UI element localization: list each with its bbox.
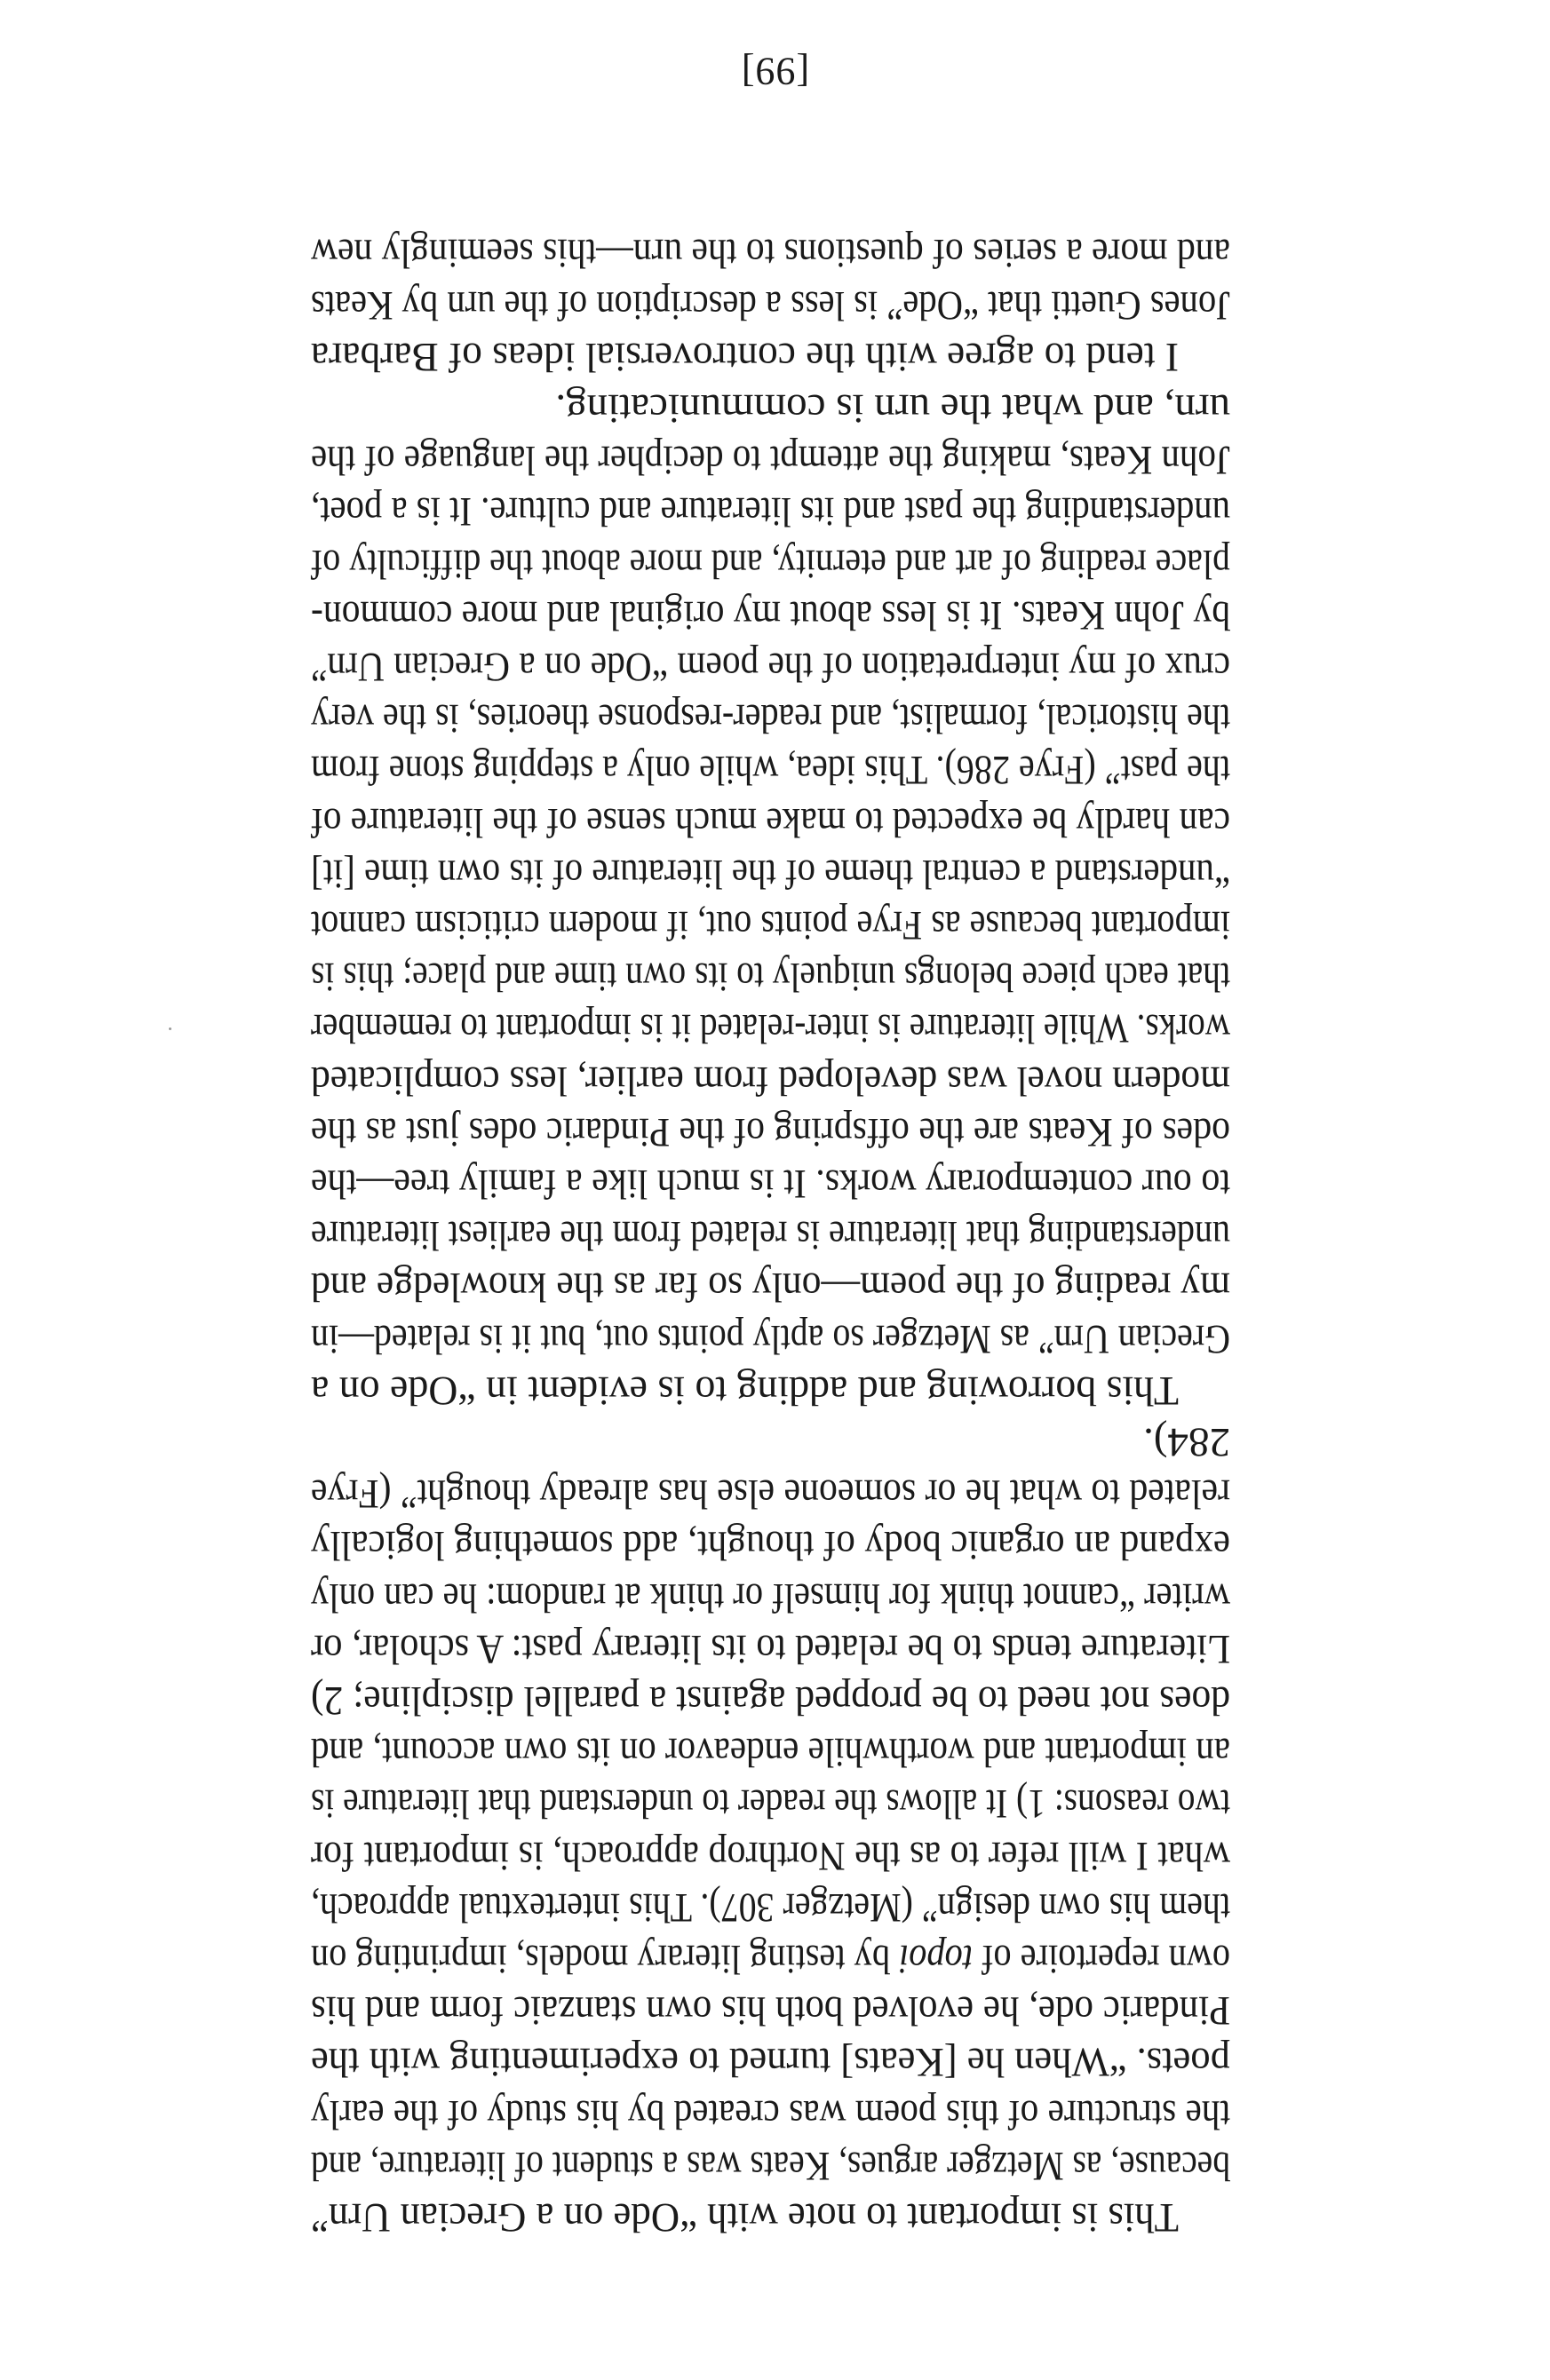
text-line: Jones Guetti that “Ode” is less a description of the urn by Keats bbox=[311, 282, 1230, 329]
text-line: the historical, formalist, and reader-response theories, is the very bbox=[311, 695, 1230, 742]
text-line: that each piece belongs uniquely to its own time and place; this is bbox=[311, 954, 1230, 1001]
text-line: what I will refer to as the Northrop approach, is important for bbox=[311, 1832, 1230, 1879]
text-line: them his own design” (Metzger 307). This intertextual approach, bbox=[311, 1884, 1230, 1931]
text-line: the past” (Frye 286). This idea, while only a stepping stone from bbox=[311, 747, 1230, 794]
text-line: Pindaric ode, he evolved both his own stanzaic form and his bbox=[311, 1987, 1230, 2035]
text-line: important because as Frye points out, if modern criticism cannot bbox=[311, 902, 1230, 948]
text-line: own repertoire of topoi by testing literary models, imprinting on bbox=[311, 1936, 1230, 1982]
text-line: two reasons: 1) It allows the reader to understand that literature is bbox=[311, 1781, 1230, 1828]
text-line: odes of Keats are the offspring of the Pindaric odes just as the bbox=[311, 1108, 1230, 1155]
text-line: “understand a central theme of the literature of its own time [it] bbox=[311, 850, 1230, 897]
text-line: This is important to note with “Ode on a Grecian Urn” bbox=[311, 2194, 1179, 2241]
text-line: I tend to agree with the controversial ideas of Barbara bbox=[311, 333, 1179, 380]
text-line: the structure of this poem was created by his study of the early bbox=[311, 2090, 1230, 2138]
text-line: understanding the past and its literature and culture. It is a poet, bbox=[311, 488, 1230, 536]
text-line: an important and worthwhile endeavor on its own account, and bbox=[311, 1729, 1230, 1776]
text-line: understanding that literature is related from the earliest literature bbox=[311, 1212, 1230, 1259]
text-line: crux of my interpretation of the poem “Ode on a Grecian Urn” bbox=[311, 644, 1230, 690]
text-line: works. While literature is inter-related it is important to remember bbox=[311, 1005, 1230, 1052]
italic-term: topoi bbox=[899, 1936, 973, 1982]
text-line: writer “cannot think for himself or think at random: he can only bbox=[311, 1574, 1230, 1621]
text-line: John Keats, making the attempt to decipher the language of the bbox=[311, 437, 1230, 484]
text-line: because, as Metzger argues, Keats was a student of literature, and bbox=[311, 2142, 1230, 2189]
text-line: does not need to be propped against a parallel discipline; 2) bbox=[311, 1678, 1230, 1724]
text-line: poets. “When he [Keats] turned to experimenting with the bbox=[311, 2039, 1230, 2086]
text-line: related to what he or someone else has already thought” (Frye bbox=[311, 1471, 1230, 1518]
scan-speck bbox=[169, 1027, 171, 1030]
text-line: urn, and what the urn is communicating. bbox=[555, 385, 1230, 432]
text-line: can hardly be expected to make much sense of the literature of bbox=[311, 798, 1230, 845]
text-line: place reading of art and eternity, and more about the difficulty of bbox=[311, 540, 1230, 587]
text-line: expand an organic body of thought, add something logically bbox=[311, 1522, 1230, 1569]
text-line: Grecian Urn” as Metzger so aptly points out, but it is related—in bbox=[311, 1315, 1230, 1362]
text-line: 284). bbox=[1143, 1419, 1230, 1465]
text-line: to our contemporary works. It is much like a family tree—the bbox=[311, 1161, 1230, 1207]
page-number: [99] bbox=[740, 50, 810, 93]
text-line: This borrowing and adding to is evident in “Ode on a bbox=[311, 1367, 1179, 1414]
text-line: and more a series of questions to the urn—this seemingly new bbox=[311, 230, 1230, 277]
text-line: by John Keats. It is less about my original and more common- bbox=[311, 591, 1230, 639]
text-line: modern novel was developed from earlier, less complicated bbox=[311, 1057, 1230, 1104]
text-line: my reading of the poem—only so far as the knowledge and bbox=[311, 1264, 1230, 1311]
text-line: Literature tends to be related to its literary past: A scholar, or bbox=[311, 1625, 1230, 1672]
